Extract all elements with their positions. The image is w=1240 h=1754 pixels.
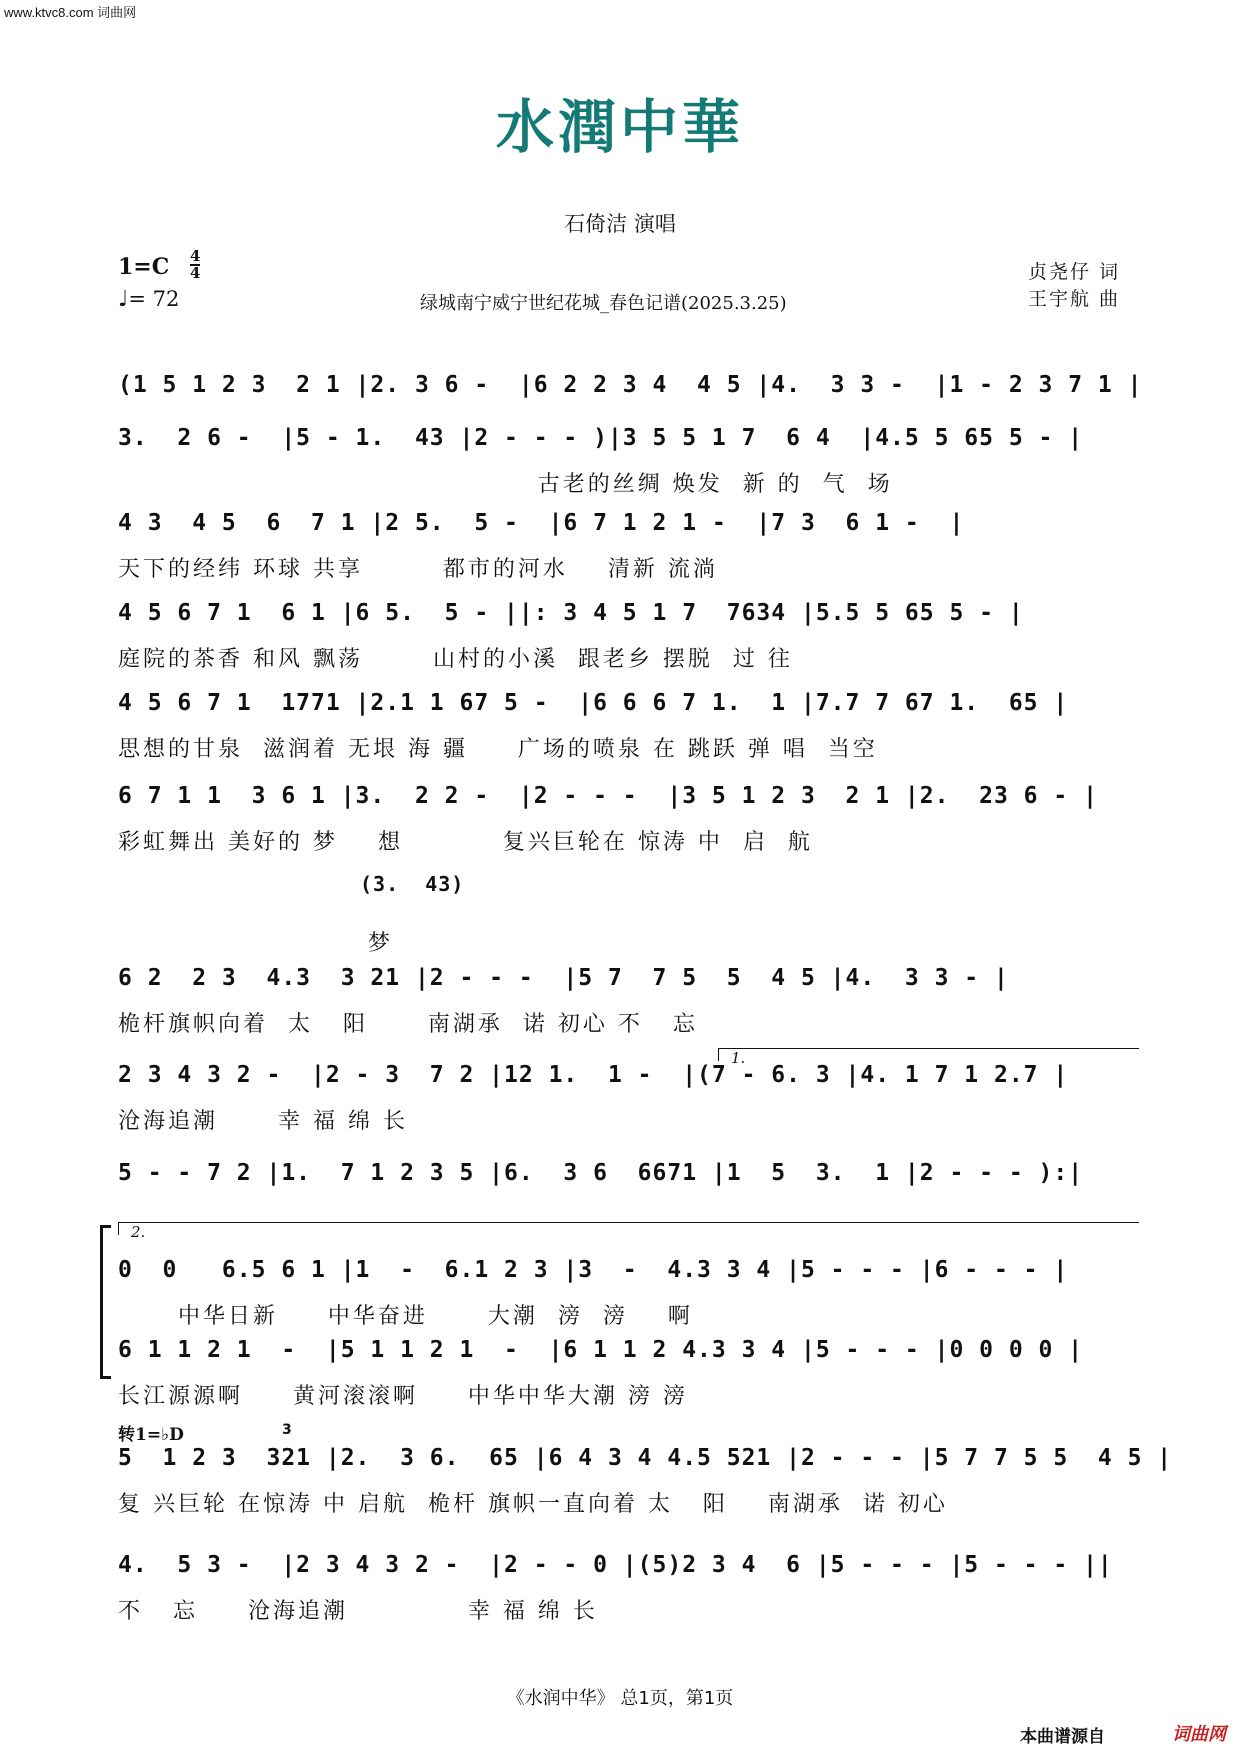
notation-row: 6 2 2 3 4.3 3 21 |2 - - - |5 7 7 5 5 4 5 |4. 3 3 - | xyxy=(118,965,1009,991)
composer: 王宇航 曲 xyxy=(1027,288,1120,310)
notation-row: 5 1 2 3 321 |2. 3 6. 65 |6 4 3 4 4.5 521 |2 - - - |5 7 7 5 5 4 5 | xyxy=(118,1445,1173,1471)
lyric-row: 梦 xyxy=(368,931,394,956)
notation-row: 4 5 6 7 1 1771 |2.1 1 67 5 - |6 6 6 7 1. 1 |7.7 7 67 1. 65 | xyxy=(118,690,1069,716)
song-title: 水潤中華 xyxy=(495,93,744,161)
site-logo: 词曲网 xyxy=(1172,1724,1226,1745)
quarter-note-icon: ♩ xyxy=(118,287,129,312)
triplet-mark: 3 xyxy=(282,1422,292,1438)
notation-row: 4 3 4 5 6 7 1 |2 5. 5 - |6 7 1 2 1 - |7 3 6 1 - | xyxy=(118,510,965,536)
notation-row: 3. 2 6 - |5 - 1. 43 |2 - - - )|3 5 5 1 7 6 4 |4.5 5 65 5 - | xyxy=(118,425,1084,451)
tempo xyxy=(118,287,179,312)
lyric-row: 桅杆旗帜向着 太 阳 南湖承 诺 初心 不 忘 xyxy=(118,1012,698,1037)
notation-row: 6 7 1 1 3 6 1 |3. 2 2 - |2 - - - |3 5 1 2 3 2 1 |2. 23 6 - | xyxy=(118,783,1098,809)
notation-row: 5 - - 7 2 |1. 7 1 2 3 5 |6. 3 6 6671 |1 5 3. 1 |2 - - - ):| xyxy=(118,1160,1084,1186)
lyric-row: 中华日新 中华奋进 大潮 滂 滂 啊 xyxy=(118,1304,693,1329)
lyric-row: 思想的甘泉 滋润着 无垠 海 疆 广场的喷泉 在 跳跃 弹 唱 当空 xyxy=(118,737,878,762)
notation-row: 0 0 6.5 6 1 |1 - 6.1 2 3 |3 - 4.3 3 4 |5 - - - |6 - - - | xyxy=(118,1257,1069,1283)
lyricist: 贞尧仔 词 xyxy=(1027,261,1120,283)
notation-row: 6 1 1 2 1 - |5 1 1 2 1 - |6 1 1 2 4.3 3 4 |5 - - - |0 0 0 0 | xyxy=(118,1337,1084,1363)
lyric-row: 天下的经纬 环球 共享 都市的河水 清新 流淌 xyxy=(118,557,718,582)
notation-row: (1 5 1 2 3 2 1 |2. 3 6 - |6 2 2 3 4 4 5 |4. 3 3 - |1 - 2 3 7 1 | xyxy=(118,372,1143,398)
site-watermark: www.ktvc8.com 词曲网 xyxy=(4,5,137,20)
modulation-marker: 转1=♭D xyxy=(118,1425,184,1445)
key-signature: 1=C xyxy=(118,254,170,280)
lyric-row: 长江源源啊 黄河滚滚啊 中华中华大潮 滂 滂 xyxy=(118,1384,688,1409)
transcriber: 绿城南宁威宁世纪花城_春色记谱(2025.3.25) xyxy=(420,293,787,314)
lyric-row: 庭院的茶香 和风 飘荡 山村的小溪 跟老乡 摆脱 过 往 xyxy=(118,647,793,672)
page-footer: 《水润中华》 总1页，第1页 xyxy=(506,1688,734,1709)
lyric-row: 不 忘 沧海追潮 幸 福 绵 长 xyxy=(118,1599,598,1624)
lyric-row: 古老的丝绸 焕发 新 的 气 场 xyxy=(118,472,893,497)
time-signature xyxy=(190,249,200,281)
notation-row: 2 3 4 3 2 - |2 - 3 7 2 |12 1. 1 - |(7 - 6. 3 |4. 1 7 1 2.7 | xyxy=(118,1062,1069,1088)
lyric-row: 复 兴巨轮 在惊涛 中 启航 桅杆 旗帜一直向着 太 阳 南湖承 诺 初心 xyxy=(118,1492,948,1517)
lyric-row: 彩虹舞出 美好的 梦 想 复兴巨轮在 惊涛 中 启 航 xyxy=(118,830,813,855)
volta-second-ending: 2. xyxy=(118,1222,1139,1235)
volta-first-ending: 1. xyxy=(718,1048,1139,1061)
lyric-row: 沧海追潮 幸 福 绵 长 xyxy=(118,1109,408,1134)
system-brace xyxy=(100,1225,111,1379)
time-signature-top: 4 xyxy=(190,247,201,265)
notation-row: 4 5 6 7 1 6 1 |6 5. 5 - ||: 3 4 5 1 7 7634 |5.5 5 65 5 - | xyxy=(118,600,1024,626)
time-signature-bottom: 4 xyxy=(190,264,201,282)
tempo-value: = 72 xyxy=(128,287,180,311)
notation-row: (3. 43) xyxy=(360,872,465,896)
performer: 石倚洁 演唱 xyxy=(564,212,676,236)
notation-row: 4. 5 3 - |2 3 4 3 2 - |2 - - 0 |(5)2 3 4 6 |5 - - - |5 - - - || xyxy=(118,1552,1113,1578)
source-label: 本曲谱源自 xyxy=(1020,1727,1105,1747)
